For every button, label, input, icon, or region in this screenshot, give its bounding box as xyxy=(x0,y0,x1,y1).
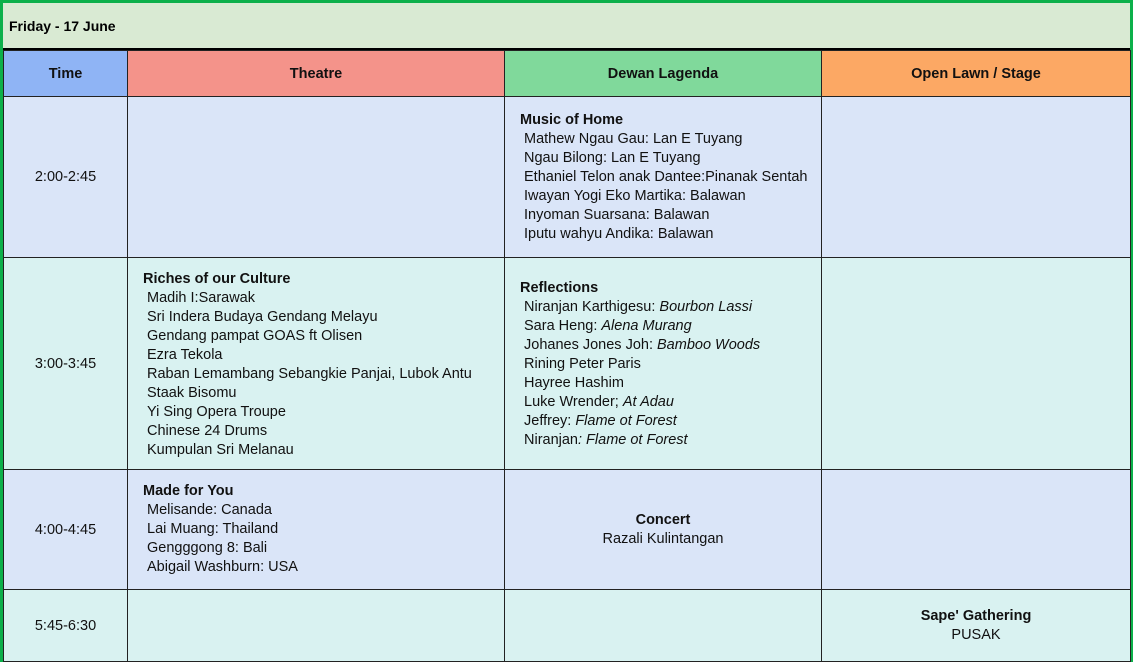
lawn-cell xyxy=(822,590,1131,662)
dewan-cell xyxy=(505,258,822,470)
performer: Chinese 24 Drums xyxy=(147,423,268,439)
performer: Ethaniel Telon anak Dantee:Pinanak Sentah xyxy=(524,169,808,185)
theatre-cell xyxy=(128,258,505,470)
day-title: Friday - 17 June xyxy=(9,18,116,34)
lawn-cell-empty xyxy=(822,258,1131,470)
performer: Ngau Bilong: Lan E Tuyang xyxy=(524,150,701,166)
performer: Lai Muang: Thailand xyxy=(147,521,279,537)
theatre-cell-empty xyxy=(128,97,505,258)
session-title: Reflections xyxy=(520,280,599,296)
time-cell: 4:00-4:45 xyxy=(4,470,128,590)
session-title: Sape' Gathering xyxy=(920,607,1032,624)
time-cell: 3:00-3:45 xyxy=(4,258,128,470)
table-row xyxy=(4,470,1131,590)
performer: Johanes Jones Joh: Bamboo Woods xyxy=(524,337,761,353)
table-row xyxy=(4,590,1131,662)
header-time: Time xyxy=(4,51,128,97)
performer: PUSAK xyxy=(951,626,1001,643)
performer: Sri Indera Budaya Gendang Melayu xyxy=(147,309,378,325)
performer: Hayree Hashim xyxy=(524,375,624,391)
performer: Niranjan Karthigesu: Bourbon Lassi xyxy=(524,299,753,315)
day-banner xyxy=(3,3,1130,50)
performer: Inyoman Suarsana: Balawan xyxy=(524,207,710,223)
lawn-cell-empty xyxy=(822,470,1131,590)
table-row xyxy=(4,97,1131,258)
performer: Iwayan Yogi Eko Martika: Balawan xyxy=(524,188,746,204)
dewan-cell-empty xyxy=(505,590,822,662)
session-title: Riches of our Culture xyxy=(143,271,291,287)
time-cell: 5:45-6:30 xyxy=(4,590,128,662)
performer: Niranjan: Flame ot Forest xyxy=(524,432,688,448)
theatre-cell-empty xyxy=(128,590,505,662)
performer: Rining Peter Paris xyxy=(524,356,641,372)
schedule-table xyxy=(3,50,1131,662)
performer: Melisande: Canada xyxy=(147,502,272,518)
performer: Mathew Ngau Gau: Lan E Tuyang xyxy=(524,131,743,147)
performer: Jeffrey: Flame ot Forest xyxy=(524,413,677,429)
performer: Gengggong 8: Bali xyxy=(147,540,268,556)
session-title: Concert xyxy=(635,511,691,528)
performer: Madih I:Sarawak xyxy=(147,290,255,306)
performer: Luke Wrender; At Adau xyxy=(524,394,674,410)
performer: Staak Bisomu xyxy=(147,385,237,401)
performer: Yi Sing Opera Troupe xyxy=(147,404,286,420)
session-title: Music of Home xyxy=(520,112,624,128)
performer: Sara Heng: Alena Murang xyxy=(524,318,692,334)
performer: Razali Kulintangan xyxy=(602,530,724,547)
dewan-cell xyxy=(505,470,822,590)
performer: Kumpulan Sri Melanau xyxy=(147,442,294,458)
header-theatre: Theatre xyxy=(128,51,505,97)
lawn-cell-empty xyxy=(822,97,1131,258)
performer: Raban Lemambang Sebangkie Panjai, Lubok Antu xyxy=(147,366,472,382)
header-open-lawn: Open Lawn / Stage xyxy=(822,51,1131,97)
header-dewan-lagenda: Dewan Lagenda xyxy=(505,51,822,97)
header-row xyxy=(4,51,1131,97)
session-title: Made for You xyxy=(143,483,234,499)
dewan-cell xyxy=(505,97,822,258)
table-row xyxy=(4,258,1131,470)
performer: Ezra Tekola xyxy=(147,347,223,363)
time-cell: 2:00-2:45 xyxy=(4,97,128,258)
performer: Gendang pampat GOAS ft Olisen xyxy=(147,328,363,344)
theatre-cell xyxy=(128,470,505,590)
performer: Iputu wahyu Andika: Balawan xyxy=(524,226,714,242)
performer: Abigail Washburn: USA xyxy=(147,559,298,575)
